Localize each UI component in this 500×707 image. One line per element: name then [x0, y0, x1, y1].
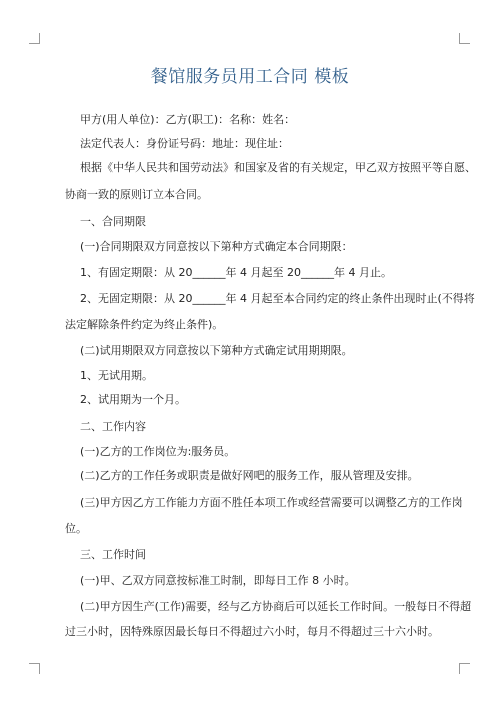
corner-mark-bottom-right	[459, 663, 470, 674]
preamble-line: 根据《中华人民共和国劳动法》和国家及省的有关规定，甲乙双方按照平等自愿、	[80, 161, 476, 174]
party-names-line: 甲方(用人单位)：乙方(职工)：名称：姓名：	[80, 113, 296, 126]
representative-line: 法定代表人：身份证号码：地址：现住址：	[80, 137, 289, 150]
clause-line: 1、无试用期。	[80, 369, 153, 382]
document-title: 餐馆服务员用工合同 模板	[150, 67, 350, 87]
clause-line: (一)乙方的工作岗位为:服务员。	[80, 445, 236, 458]
section-heading: 一、合同期限	[80, 215, 146, 228]
clause-line: (二)试用期限双方同意按以下第种方式确定试用期期限。	[80, 344, 353, 357]
clause-line: (二)乙方的工作任务或职责是做好网吧的服务工作，服从管理及安排。	[80, 469, 419, 482]
section-heading: 三、工作时间	[80, 548, 146, 561]
clause-line: 2、无固定期限：从 20______年 4 月起至本合同约定的终止条件出现时止(不得将	[80, 292, 475, 305]
clause-continuation: 法定解除条件约定为终止条件)。	[65, 318, 224, 331]
clause-continuation: 位。	[65, 522, 87, 535]
corner-mark-bottom-left	[29, 663, 40, 674]
clause-line: (一)甲、乙双方同意按标准工时制，即每日工作 8 小时。	[80, 574, 356, 587]
clause-line: (一)合同期限双方同意按以下第种方式确定本合同期限：	[80, 240, 353, 253]
clause-line: 2、试用期为一个月。	[80, 393, 186, 406]
section-heading: 二、工作内容	[80, 420, 146, 433]
clause-line: 1、有固定期限：从 20______年 4 月起至 20______年 4 月止。	[80, 266, 392, 279]
corner-mark-top-left	[29, 33, 40, 44]
clause-line: (二)甲方因生产(工作)需要，经与乙方协商后可以延长工作时间。一般每日不得超	[80, 600, 472, 613]
clause-continuation: 过三小时，因特殊原因最长每日不得超过六小时，每月不得超过三十六小时。	[65, 625, 439, 638]
preamble-continuation: 协商一致的原则订立本合同。	[65, 188, 208, 201]
corner-mark-top-right	[459, 33, 470, 44]
clause-line: (三)甲方因乙方工作能力方面不胜任本项工作或经营需要可以调整乙方的工作岗	[80, 496, 463, 509]
